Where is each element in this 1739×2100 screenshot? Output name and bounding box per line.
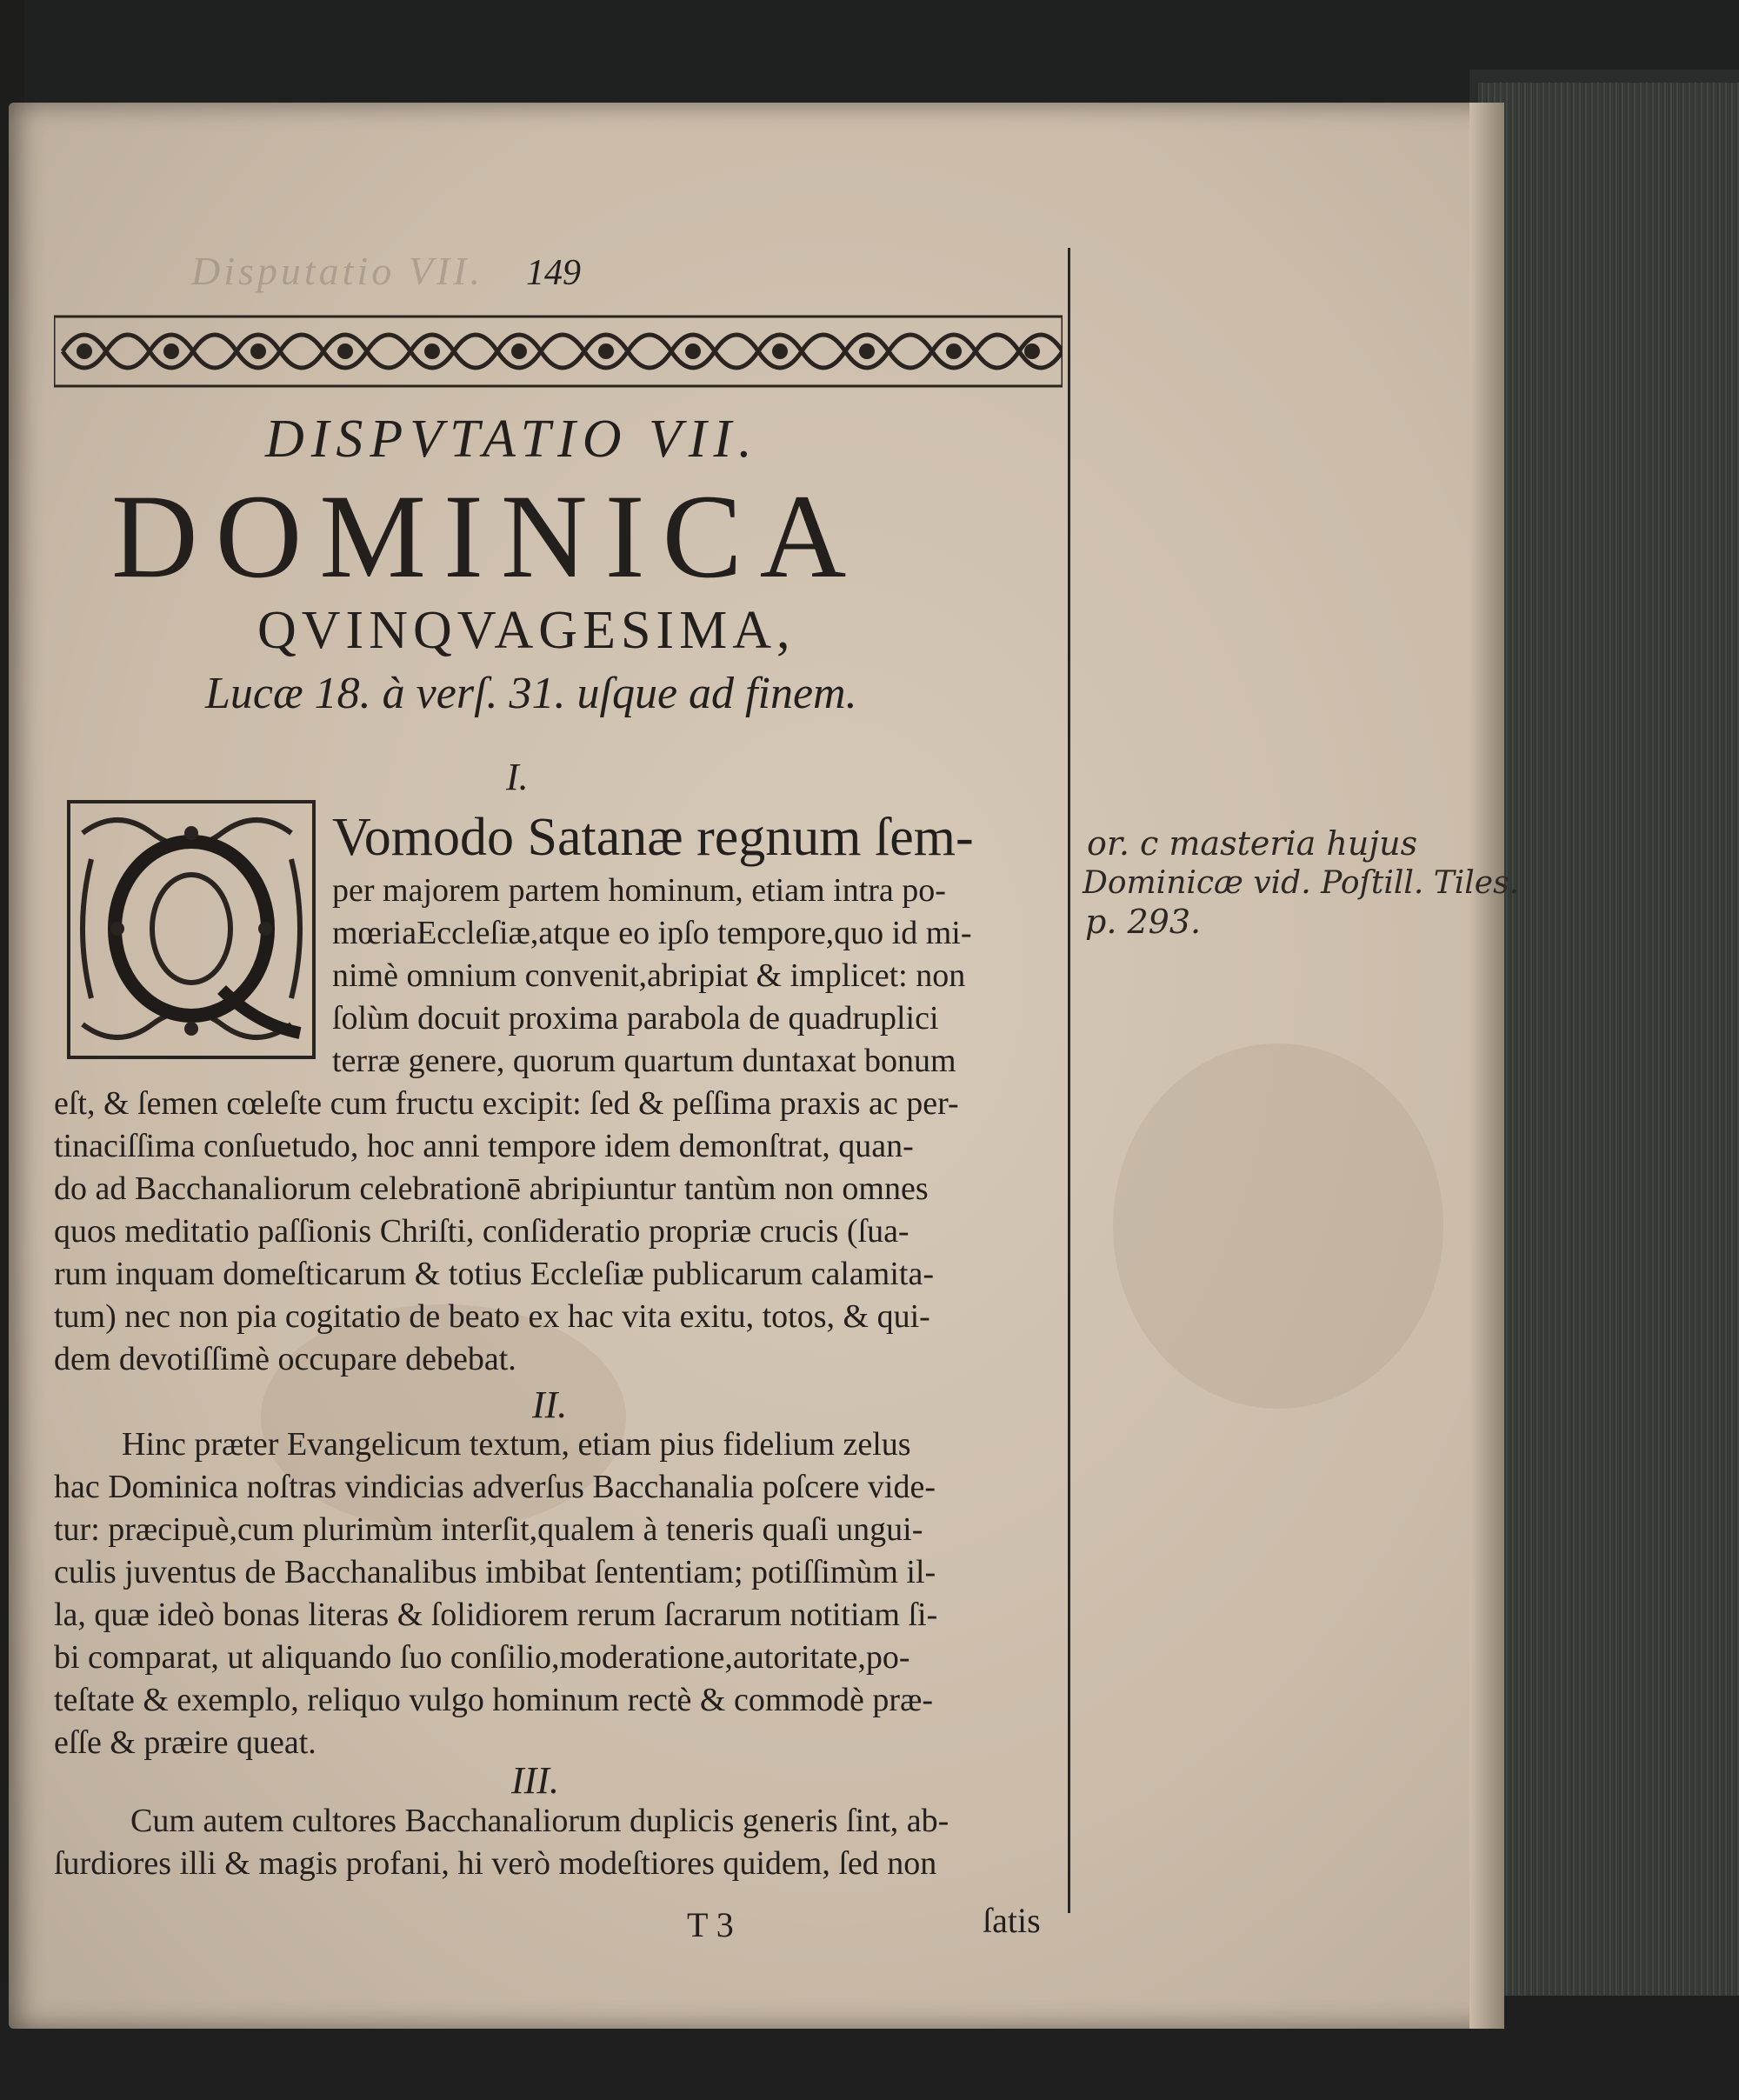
page-gutter-shadow [1469,103,1504,2029]
section-numeral: II. [532,1383,568,1426]
text-line: do ad Bacchanaliorum celebrationē abripiuntur tantùm non omnes [54,1170,929,1207]
text-line: Cum autem cultores Bacchanaliorum duplicis generis ſint, ab- [130,1803,949,1839]
disputatio-heading: DISPVTATIO VII. [265,410,759,469]
title-dominica: DOMINICA [111,470,864,603]
text-line: tum) nec non pia cogitatio de beato ex hac vita exitu, totos, & qui- [54,1298,930,1335]
signature-mark: T 3 [687,1905,734,1944]
text-line: dem devotiſſimè occupare debebat. [54,1341,516,1377]
scripture-reference: Lucæ 18. à verſ. 31. uſque ad finem. [205,669,857,718]
section-numeral: I. [506,756,529,798]
text-line: tinaciſſima conſuetudo, hoc anni tempore idem demonſtrat, quan- [54,1128,914,1164]
text-line: per majorem partem hominum, etiam intra po- [332,872,946,909]
marginal-note-line: or. c masteria hujus [1087,824,1418,863]
ornamental-border-band [54,310,1063,393]
paper-stain [1113,1043,1443,1409]
text-line: teſtate & exemplo, reliquo vulgo hominum rectè & commodè præ- [54,1682,933,1718]
text-line: eſt, & ſemen cœleſte cum fructu excipit: ſed & peſſima praxis ac per- [54,1085,959,1122]
text-line: culis juventus de Bacchanalibus imbibat ſententiam; potiſſimùm il- [54,1554,936,1590]
text-line: Vomodo Satanæ regnum ſem- [332,808,974,867]
text-line: quos meditatio paſſionis Chriſti, conſideratio propriæ crucis (ſua- [54,1213,909,1250]
subtitle-quinquagesima: QVINQVAGESIMA, [257,601,796,660]
text-line: tur: præcipuè,cum plurimùm interſit,qualem à teneris quaſi ungui- [54,1511,923,1548]
text-line: Hinc præter Evangelicum textum, etiam pius fidelium zelus [122,1426,911,1463]
text-line: ſurdiores illi & magis profani, hi verò modeſtiores quidem, ſed non [54,1845,937,1882]
text-line: hac Dominica noſtras vindicias adverſus Bacchanalia poſcere vide- [54,1469,936,1505]
column-rule [1068,248,1070,1913]
page-number: 149 [526,253,581,293]
text-line: terræ genere, quorum quartum duntaxat bonum [332,1043,956,1079]
text-line: mœriaEccleſiæ,atque eo ipſo tempore,quo id mi- [332,915,972,951]
text-line: bi comparat, ut aliquando ſuo conſilio,moderatione,autoritate,po- [54,1639,910,1676]
text-line: rum inquam domeſticarum & totius Eccleſiæ publicarum calamita- [54,1256,934,1292]
book-page-edges [1478,83,1739,1996]
section-numeral: III. [511,1759,559,1802]
text-line: ſolùm docuit proxima parabola de quadruplici [332,1000,939,1037]
text-line: la, quæ ideò bonas literas & ſolidiorem rerum ſacrarum notitiam ſi- [54,1597,938,1633]
catchword: ſatis [983,1901,1041,1940]
text-line: nimè omnium convenit,abripiat & implicet: non [332,957,966,994]
decorated-initial-q [65,798,317,1061]
marginal-note-line: p. 293. [1085,903,1202,941]
marginal-note-line: Dominicæ vid. Poſtill. Tiles. [1083,865,1520,901]
text-line: eſſe & præire queat. [54,1724,316,1761]
show-through-text: Disputatio VII. [191,249,483,293]
